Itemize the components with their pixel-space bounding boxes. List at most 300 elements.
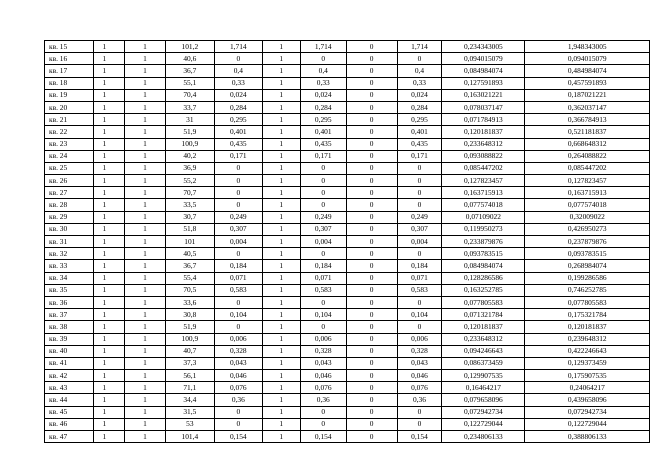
col-9-cell: 0,071	[397, 272, 442, 284]
table-row	[45, 53, 650, 65]
col-9-cell: 0,4	[397, 65, 442, 77]
table-row	[45, 321, 650, 333]
col-2-cell: 1	[93, 333, 125, 345]
value-cell: 0	[215, 162, 263, 174]
col-8-cell: 0	[346, 41, 397, 53]
col-3-cell: 1	[125, 394, 165, 406]
calc-cell: 0,077574018	[442, 199, 525, 211]
col-9-cell: 0	[397, 162, 442, 174]
apartment-cell: кв. 28	[45, 199, 94, 211]
col-3-cell: 1	[125, 114, 165, 126]
calc-cell: 0,233648312	[442, 138, 525, 150]
apartment-cell: кв. 17	[45, 65, 94, 77]
col-9-cell: 0,295	[397, 114, 442, 126]
apartment-cell: кв. 47	[45, 431, 94, 443]
col-7-cell: 0	[300, 53, 346, 65]
col-8-cell: 0	[346, 101, 397, 113]
table-row	[45, 211, 650, 223]
area-cell: 101,2	[165, 41, 214, 53]
apartment-cell: кв. 20	[45, 101, 94, 113]
col-2-cell: 1	[93, 370, 125, 382]
value-cell: 1,714	[215, 41, 263, 53]
table-row	[45, 187, 650, 199]
value-cell: 0	[215, 175, 263, 187]
value-cell: 0	[215, 199, 263, 211]
col-8-cell: 0	[346, 333, 397, 345]
table-row	[45, 309, 650, 321]
calc-cell: 0,071321784	[442, 309, 525, 321]
total-cell: 0,268984074	[525, 260, 650, 272]
col-2-cell: 1	[93, 272, 125, 284]
table-row	[45, 236, 650, 248]
col-3-cell: 1	[125, 150, 165, 162]
col-7-cell: 0	[300, 187, 346, 199]
col-7-cell: 0	[300, 248, 346, 260]
col-8-cell: 0	[346, 53, 397, 65]
value-cell: 0,043	[215, 357, 263, 369]
col-2-cell: 1	[93, 126, 125, 138]
col-2-cell: 1	[93, 77, 125, 89]
col-6-cell: 1	[262, 114, 300, 126]
col-8-cell: 0	[346, 236, 397, 248]
col-9-cell: 0,024	[397, 89, 442, 101]
total-cell: 0,175907535	[525, 370, 650, 382]
col-3-cell: 1	[125, 211, 165, 223]
value-cell: 0,184	[215, 260, 263, 272]
col-3-cell: 1	[125, 223, 165, 235]
col-7-cell: 0	[300, 175, 346, 187]
col-2-cell: 1	[93, 114, 125, 126]
col-9-cell: 0,006	[397, 333, 442, 345]
col-9-cell: 0	[397, 53, 442, 65]
table-row	[45, 370, 650, 382]
col-3-cell: 1	[125, 406, 165, 418]
total-cell: 0,457591893	[525, 77, 650, 89]
total-cell: 0,388806133	[525, 431, 650, 443]
col-8-cell: 0	[346, 223, 397, 235]
apartment-cell: кв. 37	[45, 309, 94, 321]
col-9-cell: 0,33	[397, 77, 442, 89]
col-8-cell: 0	[346, 211, 397, 223]
area-cell: 70,4	[165, 89, 214, 101]
calc-cell: 0,120181837	[442, 126, 525, 138]
calc-cell: 0,072942734	[442, 406, 525, 418]
col-6-cell: 1	[262, 199, 300, 211]
col-6-cell: 1	[262, 89, 300, 101]
table-row	[45, 406, 650, 418]
value-cell: 0,154	[215, 431, 263, 443]
col-8-cell: 0	[346, 431, 397, 443]
col-7-cell: 1,714	[300, 41, 346, 53]
value-cell: 0,4	[215, 65, 263, 77]
col-2-cell: 1	[93, 199, 125, 211]
table-row	[45, 431, 650, 443]
calc-cell: 0,234343005	[442, 41, 525, 53]
value-cell: 0,006	[215, 333, 263, 345]
area-cell: 101,4	[165, 431, 214, 443]
col-6-cell: 1	[262, 272, 300, 284]
apartment-cell: кв. 25	[45, 162, 94, 174]
area-cell: 55,4	[165, 272, 214, 284]
value-cell: 0	[215, 187, 263, 199]
total-cell: 0,122729044	[525, 418, 650, 430]
col-7-cell: 0,295	[300, 114, 346, 126]
col-8-cell: 0	[346, 309, 397, 321]
table-row	[45, 223, 650, 235]
apartment-cell: кв. 45	[45, 406, 94, 418]
value-cell: 0,171	[215, 150, 263, 162]
total-cell: 0,077574018	[525, 199, 650, 211]
apartment-cell: кв. 30	[45, 223, 94, 235]
col-6-cell: 1	[262, 223, 300, 235]
col-3-cell: 1	[125, 382, 165, 394]
col-7-cell: 0,104	[300, 309, 346, 321]
apartment-cell: кв. 24	[45, 150, 94, 162]
col-2-cell: 1	[93, 260, 125, 272]
col-9-cell: 0,249	[397, 211, 442, 223]
col-7-cell: 0,071	[300, 272, 346, 284]
apartment-cell: кв. 18	[45, 77, 94, 89]
value-cell: 0	[215, 296, 263, 308]
col-6-cell: 1	[262, 345, 300, 357]
col-2-cell: 1	[93, 309, 125, 321]
area-cell: 56,1	[165, 370, 214, 382]
col-2-cell: 1	[93, 175, 125, 187]
col-6-cell: 1	[262, 406, 300, 418]
total-cell: 0,24064217	[525, 382, 650, 394]
col-8-cell: 0	[346, 345, 397, 357]
value-cell: 0,435	[215, 138, 263, 150]
area-cell: 31,5	[165, 406, 214, 418]
col-8-cell: 0	[346, 357, 397, 369]
col-2-cell: 1	[93, 394, 125, 406]
apartment-cell: кв. 43	[45, 382, 94, 394]
col-8-cell: 0	[346, 370, 397, 382]
col-6-cell: 1	[262, 394, 300, 406]
col-3-cell: 1	[125, 199, 165, 211]
col-6-cell: 1	[262, 211, 300, 223]
col-6-cell: 1	[262, 77, 300, 89]
area-cell: 70,5	[165, 284, 214, 296]
table-row	[45, 272, 650, 284]
col-2-cell: 1	[93, 89, 125, 101]
col-2-cell: 1	[93, 211, 125, 223]
col-6-cell: 1	[262, 41, 300, 53]
area-cell: 31	[165, 114, 214, 126]
col-6-cell: 1	[262, 382, 300, 394]
col-9-cell: 0,435	[397, 138, 442, 150]
col-8-cell: 0	[346, 321, 397, 333]
col-2-cell: 1	[93, 101, 125, 113]
value-cell: 0,004	[215, 236, 263, 248]
apartment-cell: кв. 39	[45, 333, 94, 345]
col-9-cell: 0,076	[397, 382, 442, 394]
calc-cell: 0,120181837	[442, 321, 525, 333]
col-9-cell: 0,583	[397, 284, 442, 296]
col-7-cell: 0	[300, 418, 346, 430]
col-7-cell: 0,154	[300, 431, 346, 443]
col-2-cell: 1	[93, 236, 125, 248]
col-3-cell: 1	[125, 345, 165, 357]
area-cell: 40,7	[165, 345, 214, 357]
col-6-cell: 1	[262, 357, 300, 369]
value-cell: 0	[215, 418, 263, 430]
calc-cell: 0,119950273	[442, 223, 525, 235]
apartment-cell: кв. 19	[45, 89, 94, 101]
col-6-cell: 1	[262, 162, 300, 174]
apartment-cell: кв. 36	[45, 296, 94, 308]
col-7-cell: 0,043	[300, 357, 346, 369]
col-3-cell: 1	[125, 370, 165, 382]
calc-cell: 0,128286586	[442, 272, 525, 284]
area-cell: 33,7	[165, 101, 214, 113]
col-6-cell: 1	[262, 431, 300, 443]
area-cell: 100,9	[165, 333, 214, 345]
value-cell: 0,36	[215, 394, 263, 406]
total-cell: 0,484984074	[525, 65, 650, 77]
apartment-cell: кв. 22	[45, 126, 94, 138]
table-row	[45, 65, 650, 77]
table-row	[45, 126, 650, 138]
value-cell: 0,328	[215, 345, 263, 357]
col-7-cell: 0	[300, 321, 346, 333]
total-cell: 0,366784913	[525, 114, 650, 126]
col-2-cell: 1	[93, 345, 125, 357]
col-3-cell: 1	[125, 248, 165, 260]
col-7-cell: 0,076	[300, 382, 346, 394]
apartment-cell: кв. 15	[45, 41, 94, 53]
col-6-cell: 1	[262, 248, 300, 260]
table-row	[45, 41, 650, 53]
col-2-cell: 1	[93, 223, 125, 235]
col-6-cell: 1	[262, 150, 300, 162]
area-cell: 40,2	[165, 150, 214, 162]
col-6-cell: 1	[262, 126, 300, 138]
calc-cell: 0,071784913	[442, 114, 525, 126]
col-7-cell: 0,307	[300, 223, 346, 235]
total-cell: 0,129373459	[525, 357, 650, 369]
table-row	[45, 296, 650, 308]
col-6-cell: 1	[262, 236, 300, 248]
calc-cell: 0,127591893	[442, 77, 525, 89]
total-cell: 0,093783515	[525, 248, 650, 260]
calc-cell: 0,129907535	[442, 370, 525, 382]
calc-cell: 0,163252785	[442, 284, 525, 296]
apartment-cell: кв. 33	[45, 260, 94, 272]
col-2-cell: 1	[93, 431, 125, 443]
table-row	[45, 138, 650, 150]
col-3-cell: 1	[125, 284, 165, 296]
col-8-cell: 0	[346, 284, 397, 296]
calc-cell: 0,094246643	[442, 345, 525, 357]
col-8-cell: 0	[346, 382, 397, 394]
table-row	[45, 175, 650, 187]
col-2-cell: 1	[93, 41, 125, 53]
total-cell: 0,32009022	[525, 211, 650, 223]
col-2-cell: 1	[93, 357, 125, 369]
total-cell: 0,237879876	[525, 236, 650, 248]
col-9-cell: 1,714	[397, 41, 442, 53]
table-row	[45, 333, 650, 345]
col-7-cell: 0,046	[300, 370, 346, 382]
total-cell: 0,422246643	[525, 345, 650, 357]
calc-cell: 0,16464217	[442, 382, 525, 394]
col-9-cell: 0,328	[397, 345, 442, 357]
table-row	[45, 114, 650, 126]
col-3-cell: 1	[125, 175, 165, 187]
col-2-cell: 1	[93, 248, 125, 260]
col-9-cell: 0	[397, 406, 442, 418]
calc-cell: 0,085447202	[442, 162, 525, 174]
col-8-cell: 0	[346, 406, 397, 418]
col-9-cell: 0	[397, 248, 442, 260]
total-cell: 0,077805583	[525, 296, 650, 308]
total-cell: 0,175321784	[525, 309, 650, 321]
col-3-cell: 1	[125, 89, 165, 101]
col-7-cell: 0	[300, 162, 346, 174]
calc-cell: 0,078037147	[442, 101, 525, 113]
col-9-cell: 0,307	[397, 223, 442, 235]
col-6-cell: 1	[262, 65, 300, 77]
col-3-cell: 1	[125, 65, 165, 77]
value-cell: 0,076	[215, 382, 263, 394]
value-cell: 0,249	[215, 211, 263, 223]
col-8-cell: 0	[346, 150, 397, 162]
col-2-cell: 1	[93, 65, 125, 77]
col-6-cell: 1	[262, 138, 300, 150]
calc-cell: 0,093783515	[442, 248, 525, 260]
area-cell: 51,9	[165, 321, 214, 333]
total-cell: 1,948343005	[525, 41, 650, 53]
col-7-cell: 0,249	[300, 211, 346, 223]
apartment-cell: кв. 46	[45, 418, 94, 430]
total-cell: 0,264088822	[525, 150, 650, 162]
col-9-cell: 0,171	[397, 150, 442, 162]
col-3-cell: 1	[125, 333, 165, 345]
value-cell: 0,284	[215, 101, 263, 113]
col-3-cell: 1	[125, 418, 165, 430]
col-3-cell: 1	[125, 357, 165, 369]
area-cell: 30,8	[165, 309, 214, 321]
table-row	[45, 394, 650, 406]
total-cell: 0,120181837	[525, 321, 650, 333]
col-7-cell: 0,284	[300, 101, 346, 113]
table-row	[45, 77, 650, 89]
area-cell: 55,1	[165, 77, 214, 89]
apartment-cell: кв. 21	[45, 114, 94, 126]
value-cell: 0	[215, 248, 263, 260]
area-cell: 53	[165, 418, 214, 430]
col-3-cell: 1	[125, 53, 165, 65]
col-9-cell: 0	[397, 175, 442, 187]
col-2-cell: 1	[93, 53, 125, 65]
table-row	[45, 418, 650, 430]
calc-cell: 0,163715913	[442, 187, 525, 199]
col-9-cell: 0,36	[397, 394, 442, 406]
total-cell: 0,085447202	[525, 162, 650, 174]
col-8-cell: 0	[346, 77, 397, 89]
calc-cell: 0,233879876	[442, 236, 525, 248]
col-3-cell: 1	[125, 101, 165, 113]
col-6-cell: 1	[262, 53, 300, 65]
col-2-cell: 1	[93, 406, 125, 418]
apartment-cell: кв. 32	[45, 248, 94, 260]
col-9-cell: 0,046	[397, 370, 442, 382]
col-7-cell: 0,401	[300, 126, 346, 138]
area-cell: 30,7	[165, 211, 214, 223]
col-8-cell: 0	[346, 296, 397, 308]
total-cell: 0,072942734	[525, 406, 650, 418]
col-3-cell: 1	[125, 321, 165, 333]
col-3-cell: 1	[125, 126, 165, 138]
table-row	[45, 101, 650, 113]
apartment-cell: кв. 16	[45, 53, 94, 65]
value-cell: 0,33	[215, 77, 263, 89]
table-row	[45, 199, 650, 211]
calc-cell: 0,163021221	[442, 89, 525, 101]
col-6-cell: 1	[262, 101, 300, 113]
total-cell: 0,362037147	[525, 101, 650, 113]
apartment-cell: кв. 40	[45, 345, 94, 357]
table-row	[45, 248, 650, 260]
col-8-cell: 0	[346, 272, 397, 284]
col-2-cell: 1	[93, 150, 125, 162]
calc-cell: 0,234806133	[442, 431, 525, 443]
calc-cell: 0,079658096	[442, 394, 525, 406]
col-7-cell: 0	[300, 199, 346, 211]
col-6-cell: 1	[262, 333, 300, 345]
col-3-cell: 1	[125, 272, 165, 284]
col-7-cell: 0	[300, 406, 346, 418]
total-cell: 0,163715913	[525, 187, 650, 199]
col-8-cell: 0	[346, 126, 397, 138]
table-row	[45, 284, 650, 296]
col-2-cell: 1	[93, 284, 125, 296]
col-7-cell: 0,171	[300, 150, 346, 162]
value-cell: 0,583	[215, 284, 263, 296]
apartment-cell: кв. 26	[45, 175, 94, 187]
col-7-cell: 0,4	[300, 65, 346, 77]
col-7-cell: 0,024	[300, 89, 346, 101]
col-8-cell: 0	[346, 65, 397, 77]
col-3-cell: 1	[125, 296, 165, 308]
col-3-cell: 1	[125, 431, 165, 443]
total-cell: 0,521181837	[525, 126, 650, 138]
col-6-cell: 1	[262, 175, 300, 187]
apartment-cell: кв. 29	[45, 211, 94, 223]
col-6-cell: 1	[262, 260, 300, 272]
calc-cell: 0,084984074	[442, 65, 525, 77]
total-cell: 0,094015079	[525, 53, 650, 65]
area-cell: 37,3	[165, 357, 214, 369]
col-3-cell: 1	[125, 162, 165, 174]
calc-cell: 0,127823457	[442, 175, 525, 187]
area-cell: 70,7	[165, 187, 214, 199]
col-8-cell: 0	[346, 138, 397, 150]
col-8-cell: 0	[346, 418, 397, 430]
area-cell: 40,5	[165, 248, 214, 260]
apartment-cell: кв. 38	[45, 321, 94, 333]
calc-cell: 0,122729044	[442, 418, 525, 430]
calc-cell: 0,07109022	[442, 211, 525, 223]
col-6-cell: 1	[262, 296, 300, 308]
col-8-cell: 0	[346, 248, 397, 260]
col-8-cell: 0	[346, 394, 397, 406]
col-7-cell: 0,004	[300, 236, 346, 248]
col-9-cell: 0	[397, 199, 442, 211]
area-cell: 36,9	[165, 162, 214, 174]
value-cell: 0,024	[215, 89, 263, 101]
